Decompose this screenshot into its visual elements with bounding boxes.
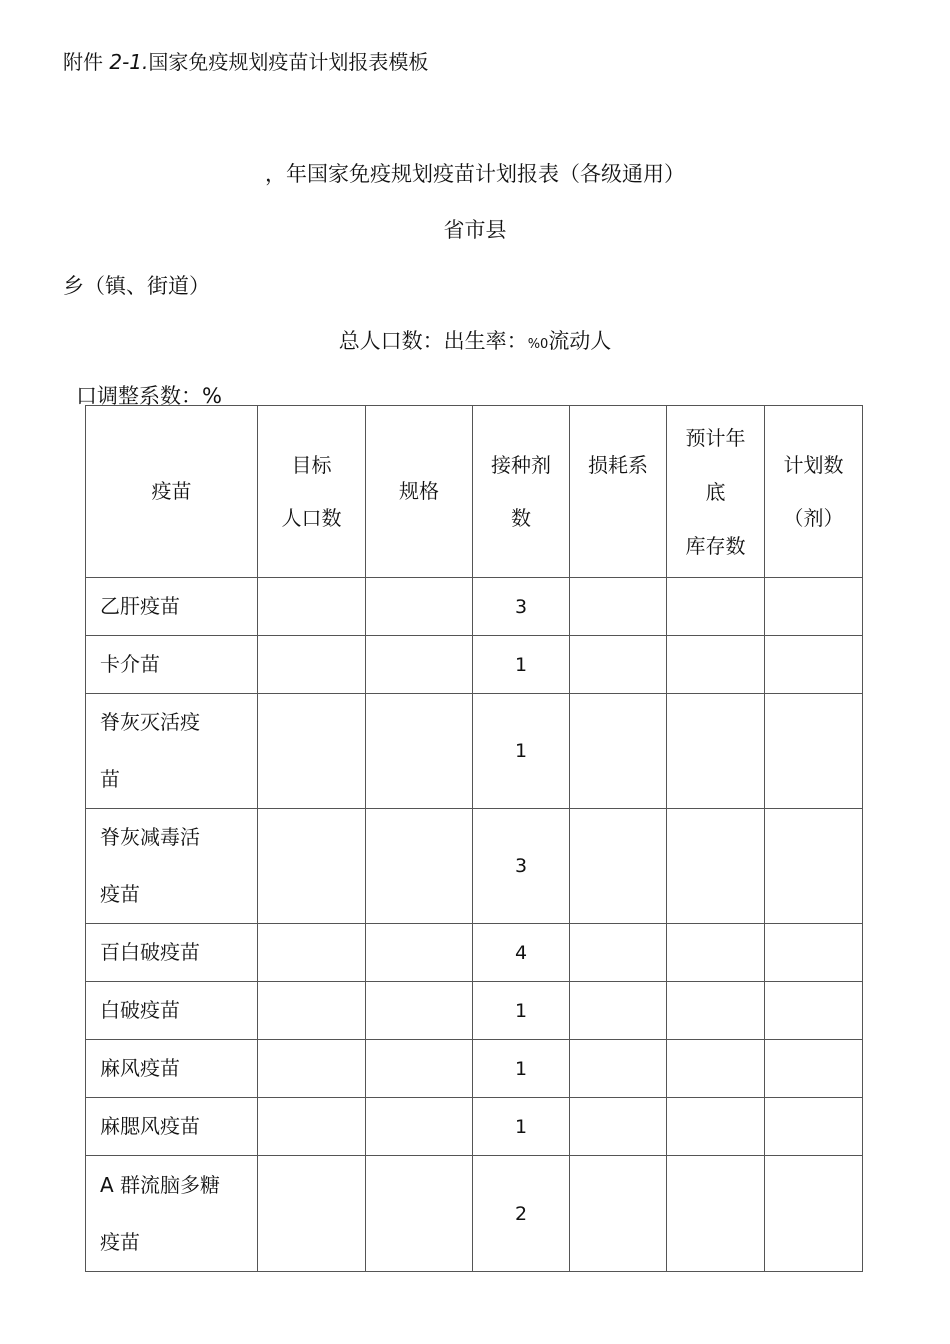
cell-spec	[366, 636, 473, 694]
vaccine-name: A 群流脑多糖 疫苗	[86, 1156, 258, 1272]
cell-loss	[570, 924, 667, 982]
vaccine-name: 白破疫苗	[86, 982, 258, 1040]
cell-stock	[667, 924, 765, 982]
cell-loss	[570, 636, 667, 694]
cell-doses: 3	[473, 578, 570, 636]
cell-stock	[667, 809, 765, 924]
cell-stock	[667, 694, 765, 809]
cell-plan	[765, 1156, 863, 1272]
cell-target-pop	[258, 1040, 366, 1098]
cell-stock	[667, 1156, 765, 1272]
cell-doses: 1	[473, 1040, 570, 1098]
cell-spec	[366, 924, 473, 982]
table-row	[86, 1156, 863, 1272]
vaccine-name: 乙肝疫苗	[86, 578, 258, 636]
cell-target-pop	[258, 1156, 366, 1272]
header-doses: 接种剂 数	[473, 406, 570, 578]
cell-spec	[366, 982, 473, 1040]
stats-part2: 流动人	[548, 329, 612, 353]
table-row	[86, 809, 863, 924]
attachment-heading	[63, 46, 428, 75]
table-header-row	[86, 406, 863, 578]
permille-sign: %0	[527, 337, 549, 352]
header-vaccine: 疫苗	[86, 406, 258, 578]
vaccine-name: 脊灰减毒活 疫苗	[86, 809, 258, 924]
cell-target-pop	[258, 636, 366, 694]
cell-stock	[667, 1040, 765, 1098]
cell-spec	[366, 1156, 473, 1272]
cell-spec	[366, 1040, 473, 1098]
cell-doses: 1	[473, 982, 570, 1040]
cell-stock	[667, 578, 765, 636]
header-stock: 预计年 底 库存数	[667, 406, 765, 578]
cell-doses: 1	[473, 1098, 570, 1156]
table-row	[86, 636, 863, 694]
cell-doses: 2	[473, 1156, 570, 1272]
cell-loss	[570, 578, 667, 636]
cell-plan	[765, 809, 863, 924]
township-line: 乡（镇、街道）	[63, 274, 210, 298]
cell-loss	[570, 694, 667, 809]
cell-doses: 1	[473, 636, 570, 694]
report-title: ，年国家免疫规划疫苗计划报表（各级通用）	[265, 162, 685, 186]
cell-doses: 4	[473, 924, 570, 982]
cell-plan	[765, 694, 863, 809]
cell-stock	[667, 1098, 765, 1156]
cell-target-pop	[258, 982, 366, 1040]
cell-plan	[765, 924, 863, 982]
cell-plan	[765, 636, 863, 694]
adjust-line: 口调整系数：%	[76, 384, 222, 408]
cell-target-pop	[258, 924, 366, 982]
table-row	[86, 1098, 863, 1156]
header-spec: 规格	[366, 406, 473, 578]
cell-loss	[570, 809, 667, 924]
table-row	[86, 1040, 863, 1098]
stats-line	[0, 325, 950, 355]
attachment-number: 2-1.	[109, 50, 149, 74]
header-loss: 损耗系	[570, 406, 667, 578]
region-line: 省市县	[443, 218, 507, 242]
vaccine-name: 卡介苗	[86, 636, 258, 694]
cell-spec	[366, 1098, 473, 1156]
cell-loss	[570, 1156, 667, 1272]
cell-target-pop	[258, 694, 366, 809]
cell-target-pop	[258, 578, 366, 636]
cell-loss	[570, 1098, 667, 1156]
attachment-title: 国家免疫规划疫苗计划报表模板	[148, 50, 429, 74]
table-row	[86, 694, 863, 809]
cell-plan	[765, 982, 863, 1040]
cell-loss	[570, 982, 667, 1040]
cell-spec	[366, 694, 473, 809]
cell-plan	[765, 578, 863, 636]
vaccine-name: 麻腮风疫苗	[86, 1098, 258, 1156]
cell-doses: 3	[473, 809, 570, 924]
table-row	[86, 982, 863, 1040]
cell-spec	[366, 809, 473, 924]
cell-stock	[667, 982, 765, 1040]
cell-plan	[765, 1040, 863, 1098]
cell-target-pop	[258, 809, 366, 924]
table-row	[86, 924, 863, 982]
cell-spec	[366, 578, 473, 636]
stats-part1: 总人口数：出生率：	[338, 329, 528, 353]
vaccine-name: 百白破疫苗	[86, 924, 258, 982]
vaccine-name: 麻风疫苗	[86, 1040, 258, 1098]
cell-plan	[765, 1098, 863, 1156]
header-plan: 计划数 （剂）	[765, 406, 863, 578]
vaccine-name: 脊灰灭活疫 苗	[86, 694, 258, 809]
attachment-prefix: 附件	[63, 50, 103, 74]
header-target-pop: 目标 人口数	[258, 406, 366, 578]
cell-doses: 1	[473, 694, 570, 809]
cell-loss	[570, 1040, 667, 1098]
vaccine-plan-table	[85, 405, 863, 1272]
table-row	[86, 578, 863, 636]
cell-target-pop	[258, 1098, 366, 1156]
cell-stock	[667, 636, 765, 694]
